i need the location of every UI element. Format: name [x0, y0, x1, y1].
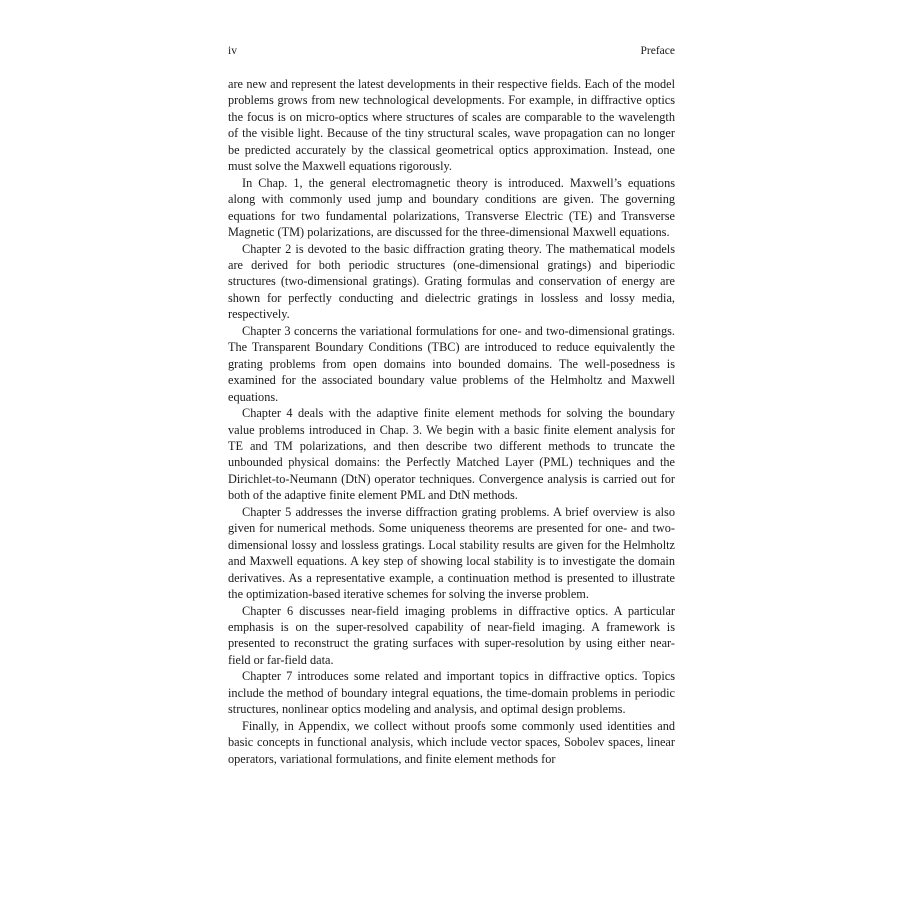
paragraph-chapter-7: Chapter 7 introduces some related and important topics in diffractive optics. Topics include the method of boundary integral equations, the time-domain problems in periodic structures, nonlinear optics modeling and analysis, and optimal design problems. — [228, 669, 675, 717]
book-page — [228, 44, 675, 767]
running-head — [228, 44, 675, 58]
paragraph-appendix: Finally, in Appendix, we collect without proofs some commonly used identities and basic concepts in functional analysis, which include vector spaces, Sobolev spaces, linear operators, variational formulations, and finite element methods for — [228, 718, 675, 766]
paragraph-chapter-1: In Chap. 1, the general electromagnetic theory is introduced. Maxwell’s equations along with commonly used jump and boundary conditions are given. The governing equations for two fundamental polarizations, Transverse Electric (TE) and Transverse Magnetic (TM) polarizations, are discussed for the three-dimensional Maxwell equations. — [228, 175, 675, 240]
running-title: Preface — [640, 45, 675, 57]
body-text — [228, 76, 675, 767]
paragraph-chapter-2: Chapter 2 is devoted to the basic diffraction grating theory. The mathematical models are derived for both periodic structures (one-dimensional gratings) and biperiodic structures (two-dimensional gratings). Grating formulas and conservation of energy are shown for perfectly conducting and dielectric gratings in lossless and lossy media, respectively. — [228, 241, 675, 322]
paragraph-chapter-6: Chapter 6 discusses near-field imaging problems in diffractive optics. A particular emphasis is on the super-resolved capability of near-field imaging. A framework is presented to reconstruct the grating surfaces with super-resolution by using either near-field or far-field data. — [228, 603, 675, 667]
paragraph-continuation: are new and represent the latest developments in their respective fields. Each of the model problems grows from new technological developments. For example, in diffractive optics the focus is on micro-optics where structures of scales are comparable to the wavelength of the visible light. Because of the tiny structural scales, wave propagation can no longer be predicted accurately by the classical geometrical optics approximation. Instead, one must solve the Maxwell equations rigorously. — [228, 77, 675, 174]
paragraph-chapter-4: Chapter 4 deals with the adaptive finite element methods for solving the boundary value problems introduced in Chap. 3. We begin with a basic finite element analysis for TE and TM polarizations, and then describe two different methods to truncate the unbounded physical domains: the Perfectly Matched Layer (PML) techniques and the Dirichlet-to-Neumann (DtN) operator techniques. Convergence analysis is carried out for both of the adaptive finite element PML and DtN methods. — [228, 406, 675, 503]
page-number: iv — [228, 45, 237, 57]
paragraph-chapter-5: Chapter 5 addresses the inverse diffraction grating problems. A brief overview is also given for numerical methods. Some uniqueness theorems are presented for one- and two-dimensional lossy and lossless gratings. Local stability results are given for the Helmholtz and Maxwell equations. A key step of showing local stability is to investigate the domain derivatives. As a representative example, a continuation method is presented to illustrate the optimization-based iterative schemes for solving the inverse problem. — [228, 504, 675, 602]
paragraph-chapter-3: Chapter 3 concerns the variational formulations for one- and two-dimensional gratings. The Transparent Boundary Conditions (TBC) are introduced to reduce equivalently the grating problems from open domains into bounded domains. The well-posedness is examined for the associated boundary value problems of the Helmholtz and Maxwell equations. — [228, 323, 675, 404]
